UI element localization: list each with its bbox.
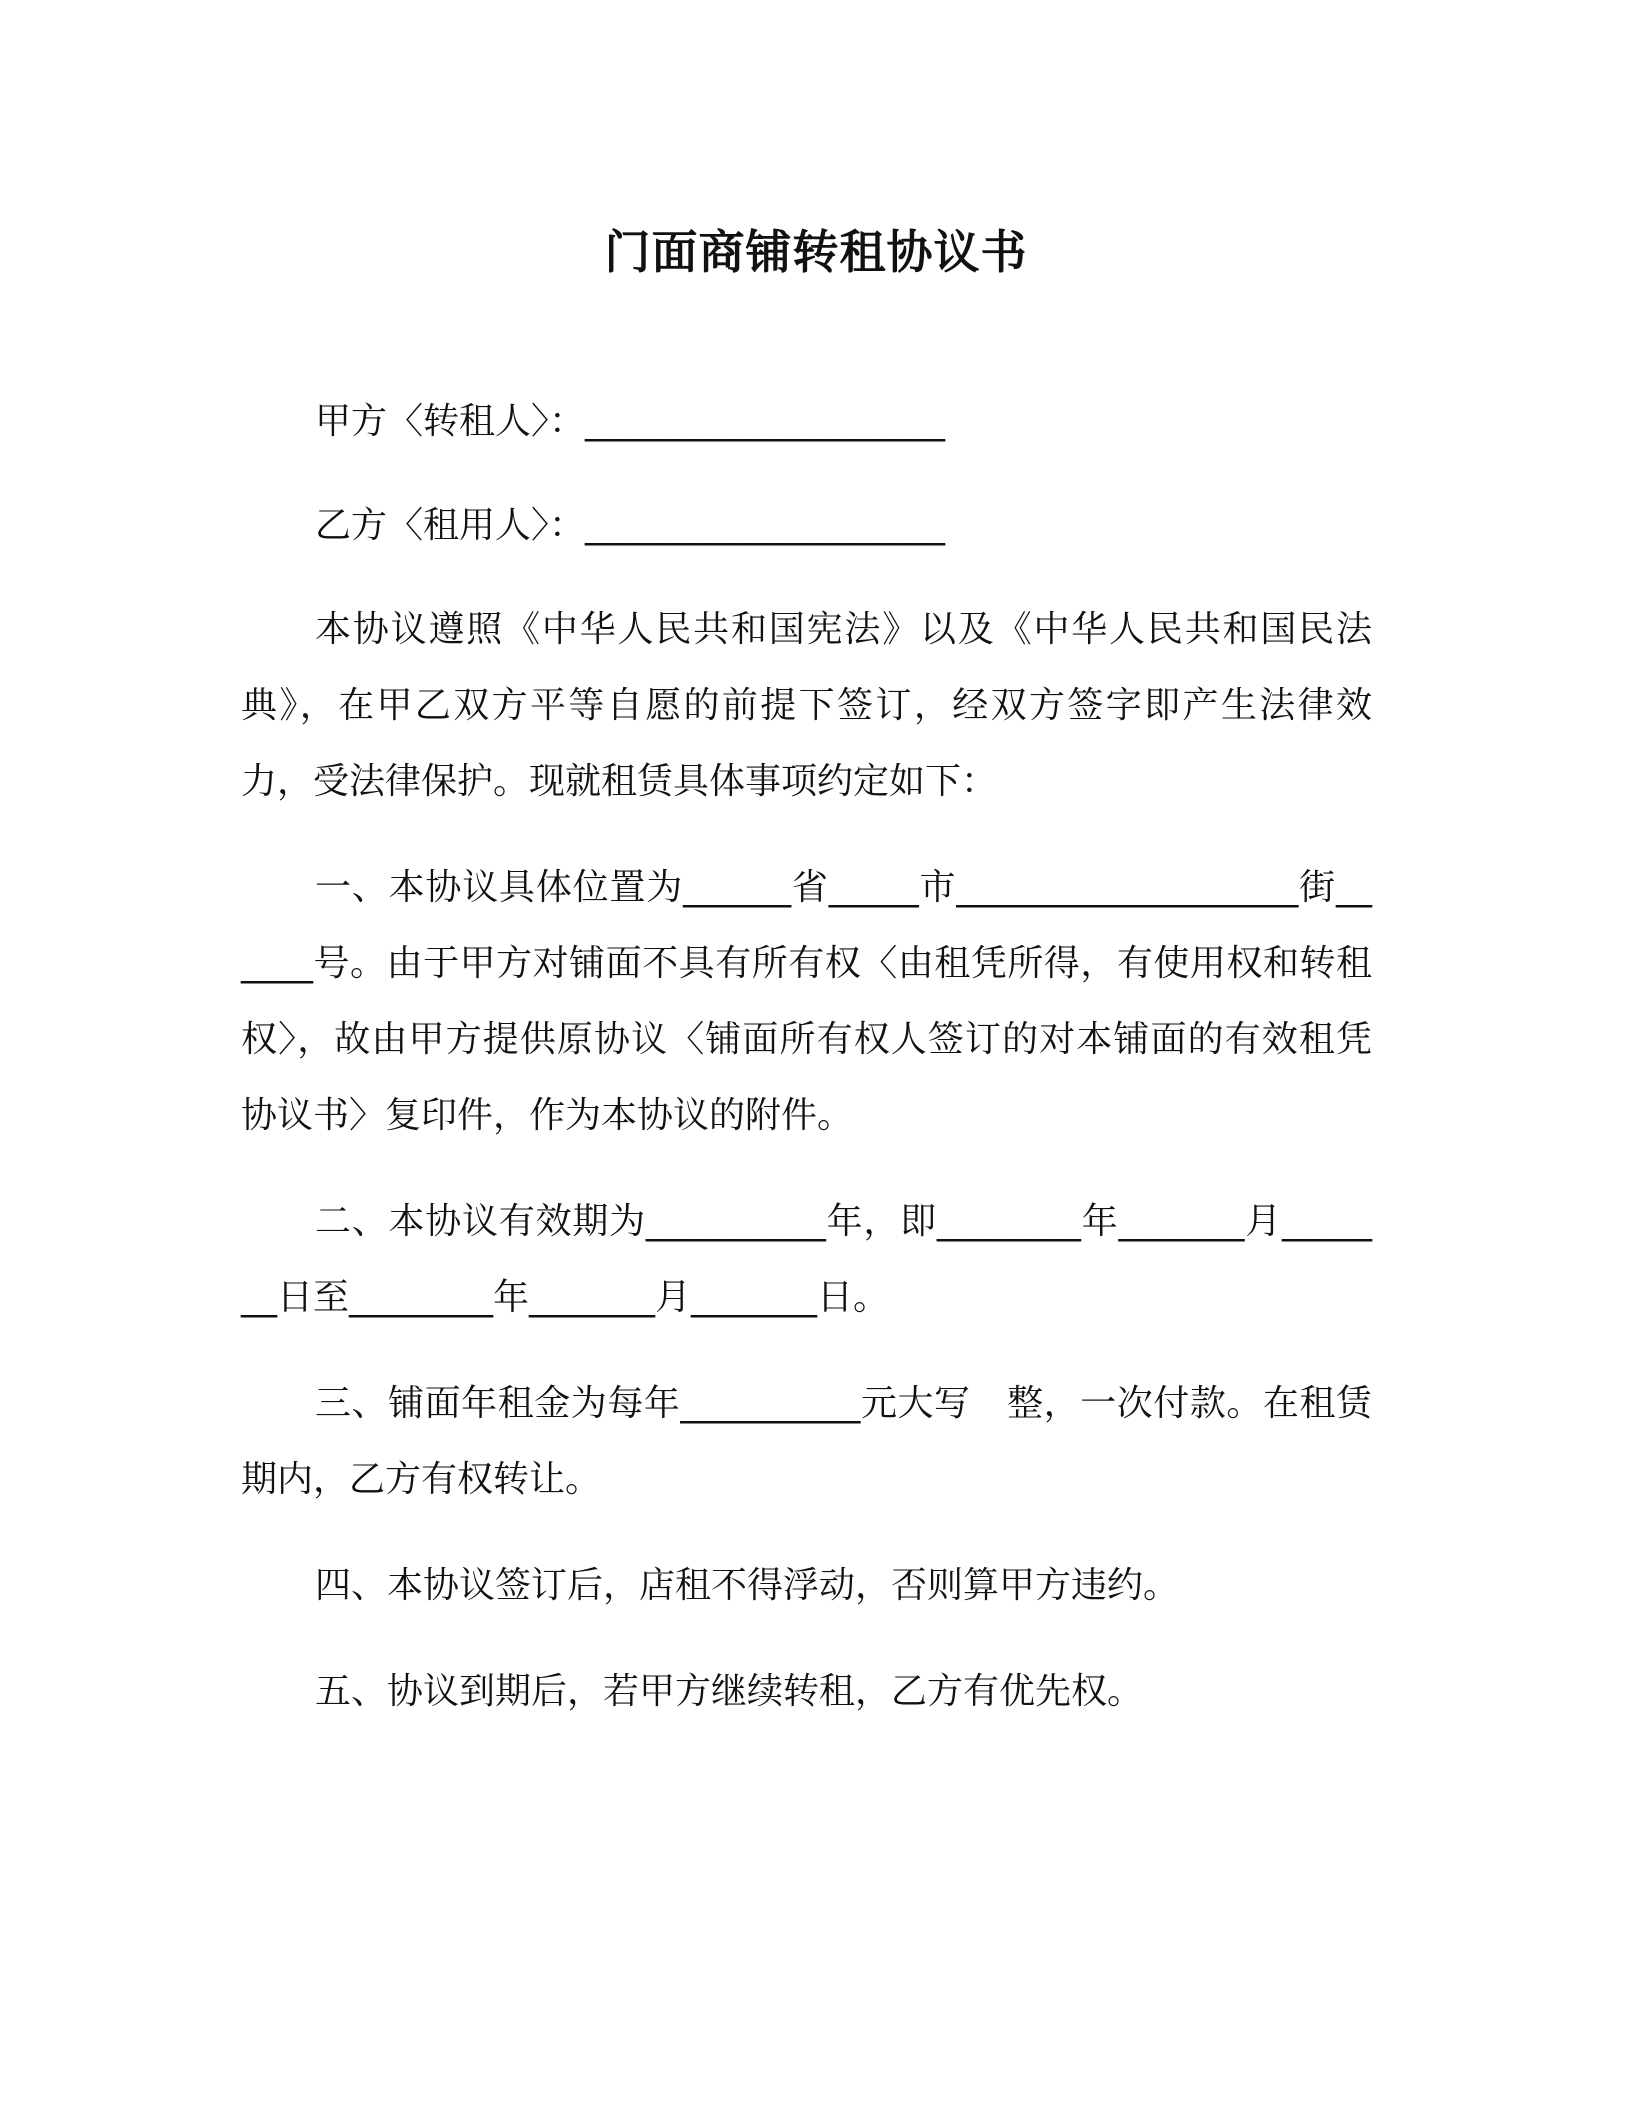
- party-b-line: 乙方〈租用人〉：____________________: [315, 505, 946, 546]
- document-title: 门面商铺转租协议书: [604, 225, 1028, 279]
- party-a-line: 甲方〈转租人〉：____________________: [315, 401, 946, 442]
- preamble-paragraph: 本协议遵照《中华人民共和国宪法》以及《中华人民共和国民法典》，在甲乙双方平等自愿的前提下签订，经双方签字即产生法律效力，受法律保护。现就租赁具体事项约定如下：: [241, 609, 1372, 802]
- clause-1-paragraph: 一、本协议具体位置为______省_____市___________________街______号。由于甲方对铺面不具有所有权〈由租凭所得，有使用权和转租权〉，故由甲方提供原协议〈铺面所有权人签订的对本铺面的有效租凭协议书〉复印件，作为本协议的附件。: [241, 867, 1372, 1136]
- clause-4-paragraph: 四、本协议签订后，店租不得浮动，否则算甲方违约。: [315, 1565, 1180, 1606]
- clause-3-paragraph: 三、铺面年租金为每年__________元大写 整，一次付款。在租赁期内，乙方有权转让。: [241, 1383, 1372, 1500]
- clause-5-paragraph: 五、协议到期后，若甲方继续转租，乙方有优先权。: [315, 1671, 1144, 1712]
- clause-2-paragraph: 二、本协议有效期为__________年，即________年_______月_______日至________年_______月_______日。: [241, 1201, 1372, 1318]
- document-body: [241, 384, 1372, 1730]
